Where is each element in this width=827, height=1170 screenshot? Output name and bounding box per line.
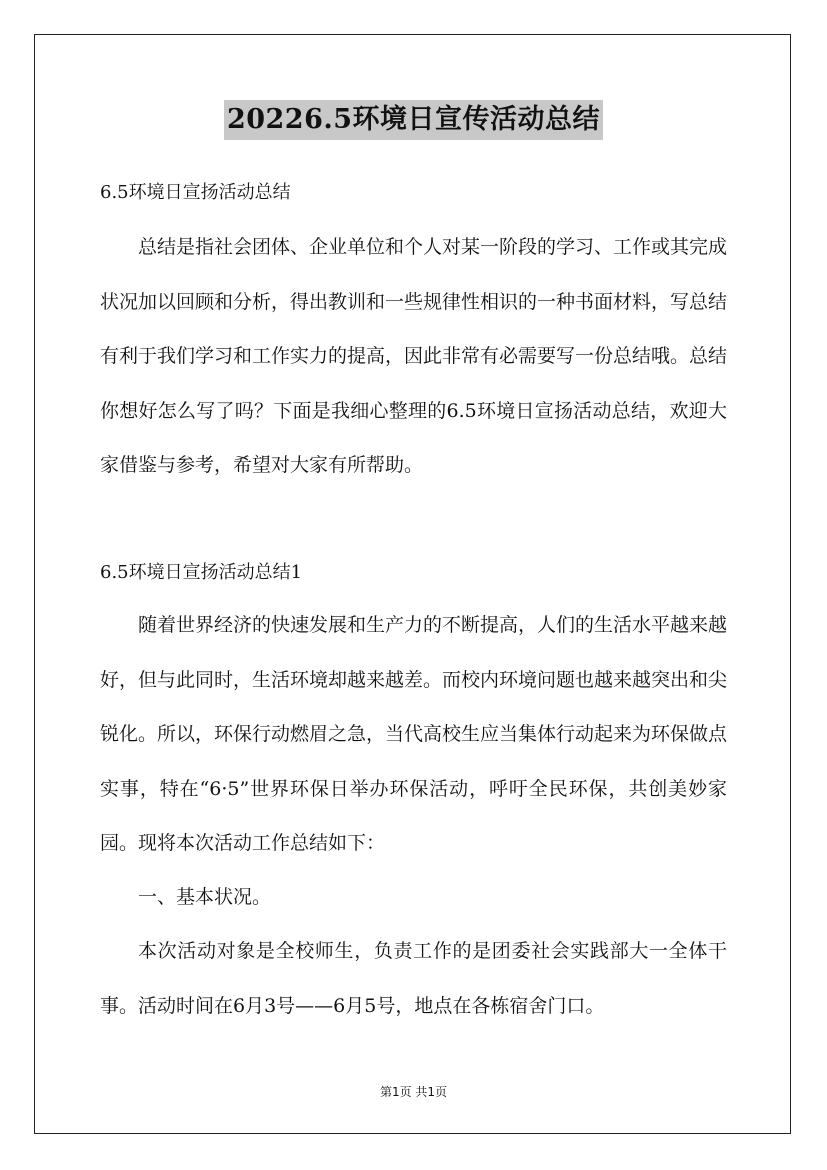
document-title: 20226.5环境日宣传活动总结 [224,100,603,140]
title-container [0,100,827,140]
section-subheading: 一、基本状况。 [138,886,272,908]
page-number: 第1页 共1页 [379,1085,448,1099]
section-paragraph-2: 本次活动对象是全校师生，负责工作的是团委社会实践部大一全体干事。活动时间在6月3号——6月5号，地点在各栋宿舍门口。 [100,940,727,1017]
section-heading: 6.5环境日宣扬活动总结1 [100,562,303,583]
intro-paragraph: 总结是指社会团体、企业单位和个人对某一阶段的学习、工作或其完成状况加以回顾和分析，得出教训和一些规律性相识的一种书面材料，写总结有利于我们学习和工作实力的提高，因此非常有必需要写一份总结哦。总结你想好怎么写了吗？下面是我细心整理的6.5环境日宣扬活动总结，欢迎大家借鉴与参考，希望对大家有所帮助。 [100,236,728,476]
section-paragraph: 随着世界经济的快速发展和生产力的不断提高，人们的生活水平越来越好，但与此同时，生活环境却越来越差。而校内环境问题也越来越突出和尖锐化。所以，环保行动燃眉之急，当代高校生应当集体行动起来为环保做点实事，特在“6·5”世界环保日举办环保活动，呼吁全民环保，共创美妙家园。现将本次活动工作总结如下： [100,614,728,854]
page-footer [0,1083,827,1100]
document-subtitle: 6.5环境日宣扬活动总结 [100,182,291,203]
